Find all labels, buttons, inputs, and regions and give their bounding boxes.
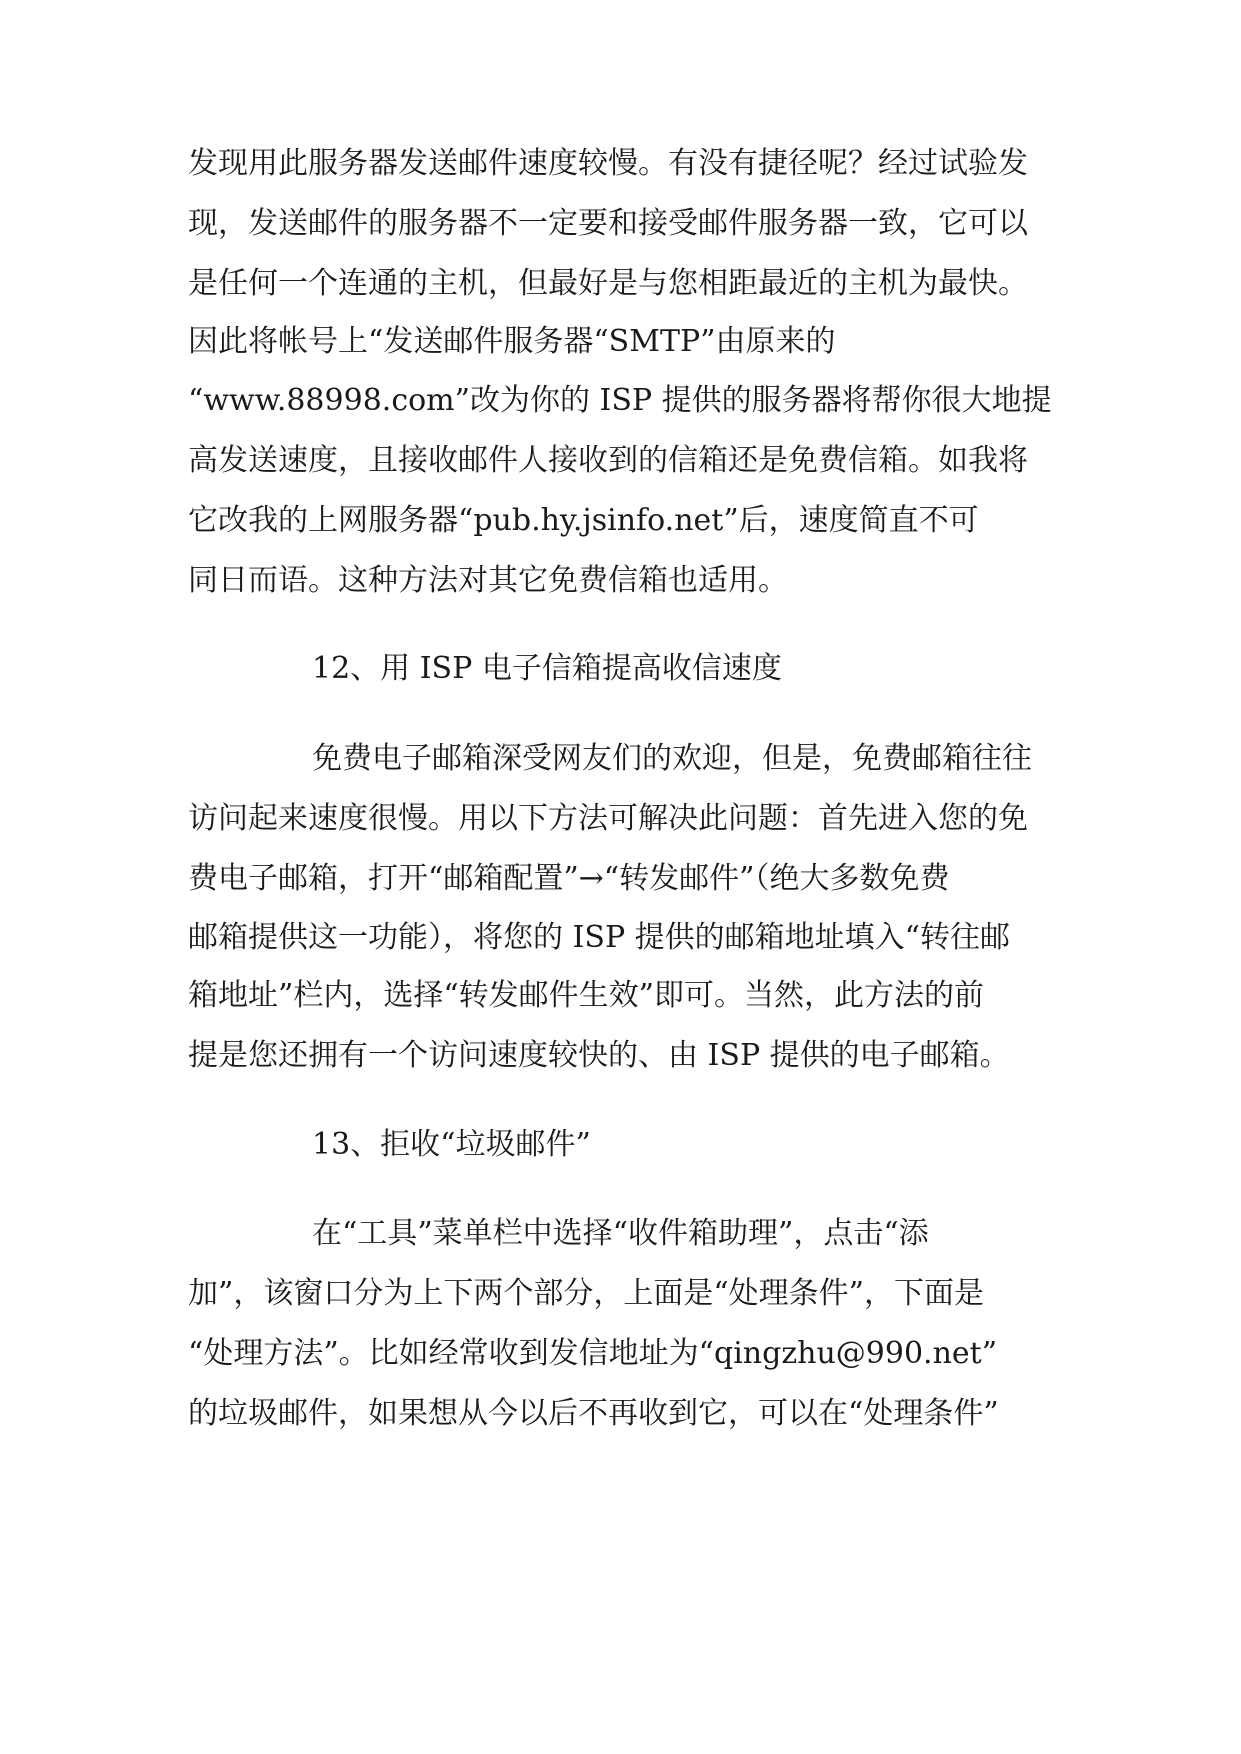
text-line: 的垃圾邮件，如果想从今以后不再收到它，可以在“处理条件”	[188, 1396, 999, 1431]
text-line: 因此将帐号上“发送邮件服务器“SMTP”由原来的	[188, 324, 836, 359]
text-line: 加”，该窗口分为上下两个部分，上面是“处理条件”，下面是	[188, 1276, 985, 1311]
text-line: 同日而语。这种方法对其它免费信箱也适用。	[188, 563, 788, 598]
text-line: 箱地址”栏内，选择“转发邮件生效”即可。当然，此方法的前	[188, 978, 985, 1013]
text-line: 现，发送邮件的服务器不一定要和接受邮件服务器一致，它可以	[188, 206, 1028, 241]
text-line: 访问起来速度很慢。用以下方法可解决此问题：首先进入您的免	[188, 801, 1028, 836]
section-heading: 12、用 ISP 电子信箱提高收信速度	[312, 651, 782, 686]
text-line: 发现用此服务器发送邮件速度较慢。有没有捷径呢？经过试验发	[188, 146, 1028, 181]
section-heading: 13、拒收“垃圾邮件”	[312, 1127, 591, 1162]
paragraph-first-line: 免费电子邮箱深受网友们的欢迎，但是，免费邮箱往往	[312, 741, 1032, 776]
text-line: 是任何一个连通的主机，但最好是与您相距最近的主机为最快。	[188, 266, 1028, 301]
text-line: “www.88998.com”改为你的 ISP 提供的服务器将帮你很大地提	[188, 383, 1052, 418]
text-line: “处理方法”。比如经常收到发信地址为“qingzhu@990.net”	[188, 1336, 998, 1371]
text-line: 它改我的上网服务器“pub.hy.jsinfo.net”后，速度简直不可	[188, 503, 979, 538]
text-line: 费电子邮箱，打开“邮箱配置”→“转发邮件”（绝大多数免费	[188, 861, 950, 896]
paragraph-first-line: 在“工具”菜单栏中选择“收件箱助理”，点击“添	[312, 1216, 929, 1251]
text-line: 高发送速度，且接收邮件人接收到的信箱还是免费信箱。如我将	[188, 443, 1028, 478]
text-line: 邮箱提供这一功能），将您的 ISP 提供的邮箱地址填入“转往邮	[188, 920, 1010, 955]
text-line: 提是您还拥有一个访问速度较快的、由 ISP 提供的电子邮箱。	[188, 1038, 1010, 1073]
